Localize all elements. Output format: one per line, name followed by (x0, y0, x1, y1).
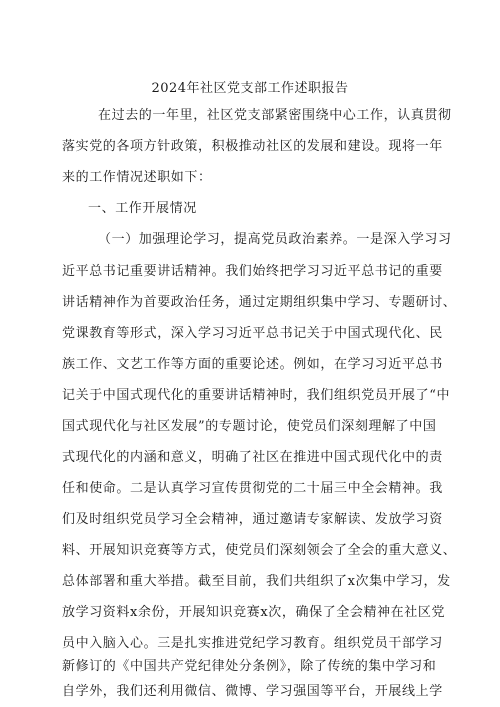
paragraph-line: 来的工作情况述职如下： (62, 170, 212, 185)
paragraph-line: 自学外，我们还利用微信、微博、学习强国等平台，开展线上学 (62, 684, 443, 699)
paragraph-line: 落实党的各项方针政策，积极推动社区的发展和建设。现将一年 (62, 139, 443, 154)
paragraph-line: 任和使命。二是认真学习宣传贯彻党的二十届三中全会精神。我 (62, 481, 443, 496)
paragraph-line: 新修订的《中国共产党纪律处分条例》，除了传统的集中学习和 (62, 659, 437, 674)
section-heading: 一、工作开展情况 (88, 201, 197, 216)
paragraph-line: 员中入脑入心。三是扎实推进党纪学习教育。组织党员干部学习 (62, 636, 443, 651)
paragraph-line: 党课教育等形式，深入学习习近平总书记关于中国式现代化、民 (62, 326, 443, 341)
document-title: 2024年社区党支部工作述职报告 (151, 81, 349, 96)
paragraph-line: 在过去的一年里，社区党支部紧密围绕中心工作，认真贯彻 (98, 108, 452, 123)
paragraph-line: 讲话精神作为首要政治任务，通过定期组织集中学习、专题研讨、 (62, 295, 457, 310)
paragraph-line: 式现代化的内涵和意义，明确了社区在推进中国式现代化中的责 (62, 450, 443, 465)
paragraph-line: 料、开展知识竞赛等方式，使党员们深刻领会了全会的重大意义、 (62, 543, 457, 558)
paragraph-line: 近平总书记重要讲话精神。我们始终把学习习近平总书记的重要 (62, 264, 443, 279)
paragraph-line: 国式现代化与社区发展”的专题讨论，使党员们深刻理解了中国 (62, 419, 437, 434)
paragraph-line: （一）加强理论学习，提高党员政治素养。一是深入学习习 (98, 232, 452, 247)
paragraph-line: 放学习资料x余份，开展知识竞赛x次，确保了全会精神在社区党 (62, 605, 446, 620)
paragraph-line: 们及时组织党员学习全会精神，通过邀请专家解读、发放学习资 (62, 512, 443, 527)
paragraph-line: 总体部署和重大举措。截至目前，我们共组织了x次集中学习，发 (62, 574, 451, 589)
paragraph-line: 记关于中国式现代化的重要讲话精神时，我们组织党员开展了“中 (62, 388, 451, 403)
paragraph-line: 族工作、文艺工作等方面的重要论述。例如，在学习习近平总书 (62, 357, 443, 372)
